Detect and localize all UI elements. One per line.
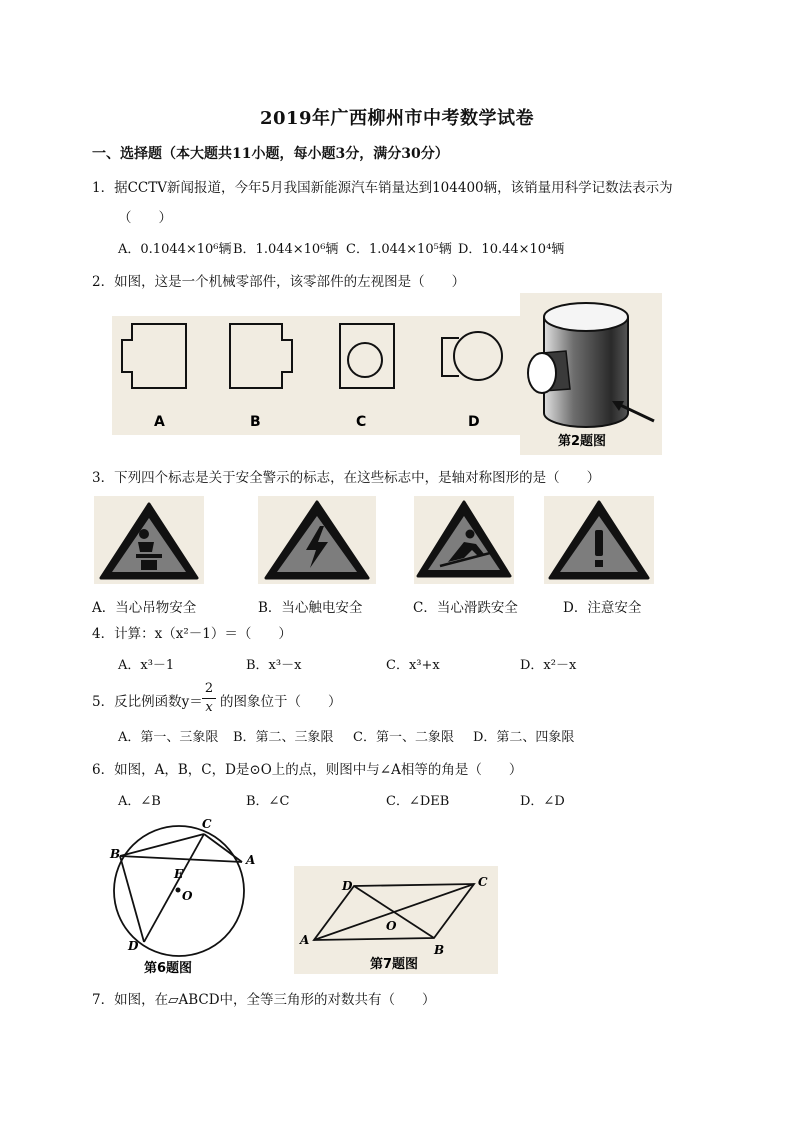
q2-label-a: A <box>154 414 165 430</box>
q5-frac-denominator: x <box>205 700 213 715</box>
q6-point-o: O <box>182 889 193 903</box>
q1-option-b: B．1.044×10⁶辆 <box>233 242 339 257</box>
q6-option-d: D．∠D <box>520 794 565 809</box>
segment-bd <box>120 856 144 942</box>
cylinder-top <box>544 303 628 331</box>
segment-ba <box>120 856 242 862</box>
page-title: 2019年广西柳州市中考数学试卷 <box>259 108 535 129</box>
q2-part-figure <box>520 293 662 455</box>
q1-option-d: D．10.44×10⁴辆 <box>458 242 565 257</box>
segment-dc <box>144 834 204 942</box>
q4-option-a: A．x³－1 <box>118 658 175 673</box>
side-boss-face <box>528 353 556 393</box>
q5-frac-numerator: 2 <box>202 680 216 699</box>
q6-option-b: B．∠C <box>246 794 290 809</box>
q3-option-a: A．当心吊物安全 <box>92 600 197 616</box>
view-b-shape <box>230 324 292 388</box>
q5-option-b: B．第二、三象限 <box>233 730 334 745</box>
sign-d-warning-icon <box>544 496 654 584</box>
q5-option-a: A．第一、三象限 <box>118 730 219 745</box>
sign-c-slip-icon <box>414 496 514 584</box>
q7-point-b: B <box>434 943 445 957</box>
q7-caption: 第7题图 <box>370 957 419 972</box>
q4-option-d: D．x²－x <box>520 658 577 673</box>
q6-caption: 第6题图 <box>144 961 193 976</box>
q6-point-e: E <box>174 867 184 881</box>
q2-label-b: B <box>250 414 261 430</box>
q6-point-a: A <box>246 853 256 867</box>
q3-stem: 3．下列四个标志是关于安全警示的标志，在这些标志中，是轴对称图形的是（ ） <box>92 470 601 486</box>
q4-stem: 4．计算：x（x²－1）＝（ ） <box>92 626 292 642</box>
q7-stem: 7．如图，在▱ABCD中，全等三角形的对数共有（ ） <box>92 992 436 1008</box>
q7-point-d: D <box>342 879 353 893</box>
q6-point-d: D <box>128 939 139 953</box>
sign-a-figure <box>94 496 204 584</box>
segment-ca <box>204 834 242 862</box>
q3-option-c: C．当心滑跌安全 <box>413 600 518 616</box>
q7-point-a: A <box>300 933 310 947</box>
sign-b-electric-shock-icon <box>258 496 376 584</box>
q7-point-c: C <box>478 875 488 889</box>
q2-caption: 第2题图 <box>558 434 607 449</box>
q5-stem-post: 的图象位于（ ） <box>220 694 342 710</box>
q2-label-d: D <box>468 414 480 430</box>
q4-option-c: C．x³+x <box>386 658 440 673</box>
q1-option-c: C．1.044×10⁵辆 <box>346 242 452 257</box>
view-a-shape <box>122 324 186 388</box>
sign-b-figure <box>258 496 376 584</box>
q2-view-drawings <box>112 316 524 435</box>
q5-option-c: C．第一、二象限 <box>353 730 454 745</box>
q7-parallelogram-figure <box>294 866 498 974</box>
sign-d-figure <box>544 496 654 584</box>
q6-option-a: A．∠B <box>118 794 161 809</box>
q2-stem: 2．如图，这是一个机械零部件，该零部件的左视图是（ ） <box>92 274 466 290</box>
sign-c-figure <box>414 496 514 584</box>
q6-circle-figure <box>104 814 264 980</box>
q3-option-b: B．当心触电安全 <box>258 600 363 616</box>
sign-a-hanging-load-icon <box>94 496 204 584</box>
q7-point-o: O <box>386 919 397 933</box>
q2-options-figure <box>112 316 524 435</box>
view-c-circle <box>348 343 382 377</box>
q1-paren: （ ） <box>118 210 172 226</box>
q6-stem: 6．如图，A，B，C，D是⊙O上的点，则图中与∠A相等的角是（ ） <box>92 762 523 778</box>
q6-point-b: B <box>110 847 121 861</box>
q5-option-d: D．第二、四象限 <box>473 730 575 745</box>
q3-option-d: D．注意安全 <box>563 600 642 616</box>
q6-point-c: C <box>202 817 212 831</box>
q1-stem: 1．据CCTV新闻报道，今年5月我国新能源汽车销量达到104400辆，该销量用科学记数法表示为 <box>92 180 673 196</box>
center-point-o <box>176 888 181 893</box>
section-heading: 一、选择题（本大题共11小题，每小题3分，满分30分） <box>92 146 449 162</box>
q5-stem-pre: 5．反比例函数y＝ <box>92 694 203 710</box>
q2-label-c: C <box>356 414 367 430</box>
q5-fraction <box>202 680 216 717</box>
q1-option-a: A．0.1044×10⁶辆 <box>118 242 232 257</box>
q6-option-c: C．∠DEB <box>386 794 450 809</box>
q4-option-b: B．x³－x <box>246 658 302 673</box>
view-d-circle <box>454 332 502 380</box>
